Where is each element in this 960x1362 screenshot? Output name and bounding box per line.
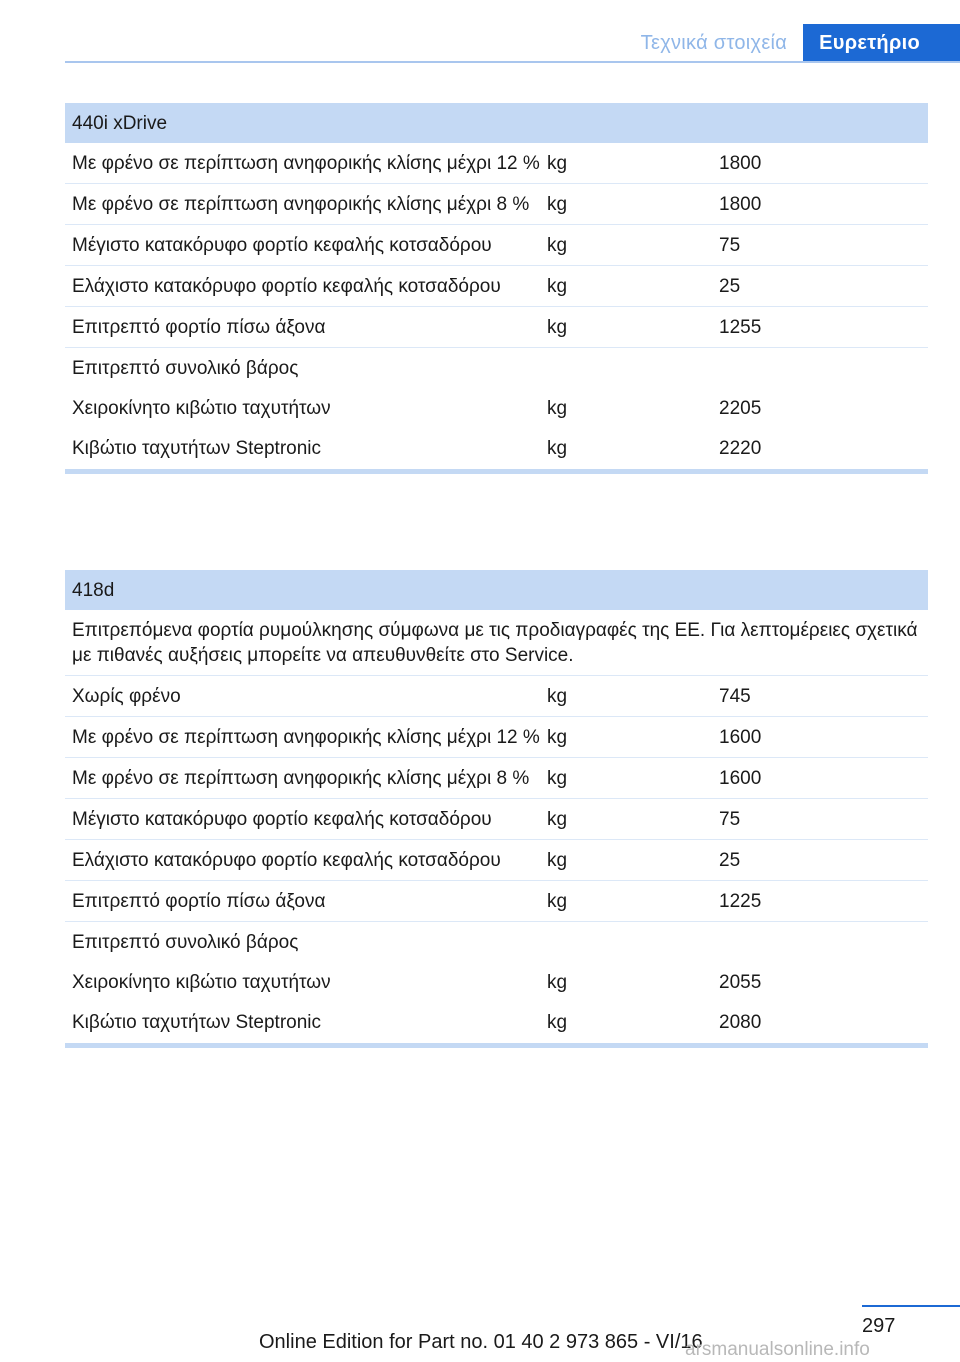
row-value: 1600: [719, 727, 762, 748]
row-value: 75: [719, 809, 741, 830]
table-row: [65, 717, 928, 758]
tab-technical-data[interactable]: Τεχνικά στοιχεία: [640, 32, 788, 54]
row-label: Μέγιστο κατακόρυφο φορτίο κεφαλής κοτσαδόρου: [72, 809, 492, 830]
row-value: 25: [719, 850, 741, 871]
row-value: 1600: [719, 768, 762, 789]
row-label: Χειροκίνητο κιβώτιο ταχυτήτων: [72, 398, 331, 419]
table-row: [65, 143, 928, 184]
table-row: [65, 840, 928, 881]
table-row: [65, 1002, 928, 1042]
row-value: 1800: [719, 153, 762, 174]
row-unit: kg: [547, 194, 568, 215]
row-value: 2055: [719, 972, 762, 993]
row-unit: kg: [547, 235, 568, 256]
row-label: Ελάχιστο κατακόρυφο φορτίο κεφαλής κοτσαδόρου: [72, 276, 501, 297]
table-row: [65, 676, 928, 717]
page-number-rule: [862, 1305, 960, 1307]
row-label: Με φρένο σε περίπτωση ανηφορικής κλίσης μέχρι 8 %: [72, 768, 530, 789]
row-unit: kg: [547, 398, 568, 419]
page-number: 297: [862, 1315, 896, 1337]
row-unit: kg: [547, 727, 568, 748]
table-row: [65, 348, 928, 388]
row-label: Με φρένο σε περίπτωση ανηφορικής κλίσης μέχρι 12 %: [72, 153, 540, 174]
row-label: Μέγιστο κατακόρυφο φορτίο κεφαλής κοτσαδόρου: [72, 235, 492, 256]
table-row: [65, 922, 928, 962]
row-label: Κιβώτιο ταχυτήτων Steptronic: [72, 1012, 322, 1033]
row-unit: [547, 356, 719, 381]
row-unit: kg: [547, 891, 568, 912]
header-tabs: [625, 24, 960, 62]
table-row: [65, 307, 928, 348]
row-label: Επιτρεπτό φορτίο πίσω άξονα: [72, 317, 326, 338]
row-value: 75: [719, 235, 741, 256]
row-label: Επιτρεπτό συνολικό βάρος: [72, 932, 299, 953]
table-row: [65, 225, 928, 266]
table-title: 440i xDrive: [65, 103, 928, 143]
row-label: Με φρένο σε περίπτωση ανηφορικής κλίσης μέχρι 12 %: [72, 727, 540, 748]
row-unit: kg: [547, 768, 568, 789]
table-bottom-rule: [65, 1043, 928, 1048]
towing-loads-table-418d: [65, 570, 928, 1048]
row-value: [719, 930, 928, 955]
row-value: 1255: [719, 317, 762, 338]
row-value: 2205: [719, 398, 762, 419]
row-value: 2220: [719, 438, 762, 459]
table-note: Επιτρεπόμενα φορτία ρυμούλκησης σύμφωνα με τις προδιαγραφές της ΕΕ. Για λεπτομέρειες σχετικά με πιθανές αυξήσεις μπορείτε να απευθυνθείτε στο Service.: [65, 610, 928, 676]
towing-loads-table-440i: [65, 103, 928, 474]
table-row: [65, 388, 928, 428]
row-unit: kg: [547, 276, 568, 297]
table-bottom-rule: [65, 469, 928, 474]
table-row: [65, 266, 928, 307]
row-label: Ελάχιστο κατακόρυφο φορτίο κεφαλής κοτσαδόρου: [72, 850, 501, 871]
row-value: 1225: [719, 891, 762, 912]
table-row: [65, 428, 928, 468]
table-title: 418d: [65, 570, 928, 610]
row-value: 25: [719, 276, 741, 297]
watermark: arsmanualsonline.info: [685, 1339, 870, 1360]
row-unit: kg: [547, 686, 568, 707]
table-row: [65, 881, 928, 922]
edition-footer: Online Edition for Part no. 01 40 2 973 865 - VI/16: [259, 1331, 703, 1353]
table-row: [65, 184, 928, 225]
row-unit: kg: [547, 850, 568, 871]
row-label: Χωρίς φρένο: [72, 686, 181, 707]
row-label: Επιτρεπτό συνολικό βάρος: [72, 358, 299, 379]
tab-index[interactable]: Ευρετήριο: [803, 24, 960, 62]
row-value: 1800: [719, 194, 762, 215]
row-value: [719, 356, 928, 381]
row-unit: [547, 930, 719, 955]
row-unit: kg: [547, 972, 568, 993]
row-unit: kg: [547, 153, 568, 174]
row-value: 2080: [719, 1012, 762, 1033]
row-unit: kg: [547, 1012, 568, 1033]
row-label: Χειροκίνητο κιβώτιο ταχυτήτων: [72, 972, 331, 993]
header-divider: [65, 61, 960, 63]
table-row: [65, 962, 928, 1002]
row-unit: kg: [547, 438, 568, 459]
table-row: [65, 799, 928, 840]
row-unit: kg: [547, 809, 568, 830]
row-unit: kg: [547, 317, 568, 338]
table-row: [65, 758, 928, 799]
row-label: Κιβώτιο ταχυτήτων Steptronic: [72, 438, 322, 459]
row-label: Επιτρεπτό φορτίο πίσω άξονα: [72, 891, 326, 912]
row-label: Με φρένο σε περίπτωση ανηφορικής κλίσης μέχρι 8 %: [72, 194, 530, 215]
row-value: 745: [719, 686, 751, 707]
